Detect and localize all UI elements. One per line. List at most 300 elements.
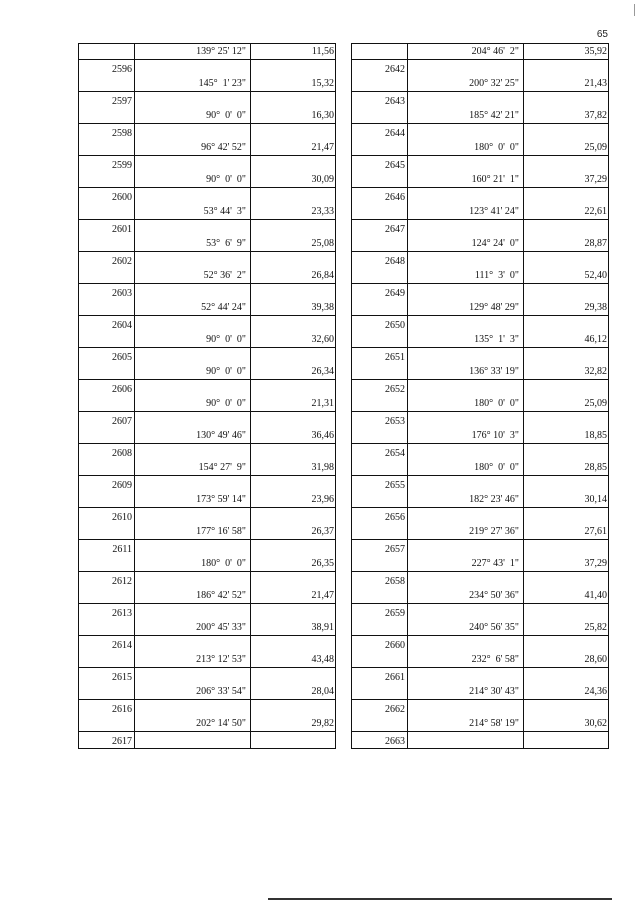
distance-cell: [524, 108, 608, 124]
point-id: 2617: [112, 736, 132, 747]
table-row: [79, 492, 335, 524]
point-id: 2616: [112, 704, 132, 715]
blank-cell: [135, 540, 251, 556]
distance-value: 43,48: [311, 654, 334, 665]
distance-cell: [524, 300, 608, 316]
angle-value: 52° 44' 24": [201, 302, 246, 313]
angle-value: 180° 0' 0": [474, 462, 519, 473]
angle-cell: [408, 460, 524, 476]
angle-cell: [135, 716, 251, 732]
angle-cell: [135, 364, 251, 380]
point-id: 2613: [112, 608, 132, 619]
table-row: [79, 652, 335, 684]
distance-value: 37,29: [584, 558, 607, 569]
distance-value: 25,82: [584, 622, 607, 633]
angle-value: 182° 23' 46": [469, 494, 519, 505]
angle-cell: [135, 684, 251, 700]
angle-cell: [408, 332, 524, 348]
distance-cell: [524, 492, 608, 508]
point-id: 2601: [112, 224, 132, 235]
point-id-cell: [79, 76, 135, 108]
distance-value: 26,37: [311, 526, 334, 537]
distance-value: 24,36: [584, 686, 607, 697]
angle-value: 214° 30' 43": [469, 686, 519, 697]
point-id: 2615: [112, 672, 132, 683]
point-id-cell: [79, 364, 135, 396]
blank-cell: [135, 92, 251, 108]
point-id: 2648: [385, 256, 405, 267]
point-id: 2602: [112, 256, 132, 267]
point-id-cell: [79, 492, 135, 524]
distance-value: 37,82: [584, 110, 607, 121]
blank-cell: [135, 124, 251, 140]
point-id-cell: [352, 492, 408, 524]
angle-value: 219° 27' 36": [469, 526, 519, 537]
table-row: [352, 428, 608, 460]
blank-cell: [408, 540, 524, 556]
point-id: 2651: [385, 352, 405, 363]
point-id-cell: [352, 588, 408, 620]
angle-value: 206° 33' 54": [196, 686, 246, 697]
blank-cell: [408, 572, 524, 588]
table-row: [79, 108, 335, 140]
point-id-cell: [79, 172, 135, 204]
distance-cell: [251, 268, 335, 284]
distance-cell: [251, 428, 335, 444]
table-row: [79, 300, 335, 332]
angle-cell: [135, 268, 251, 284]
distance-value: 28,87: [584, 238, 607, 249]
angle-value: 123° 41' 24": [469, 206, 519, 217]
table-row: [352, 556, 608, 588]
distance-cell: [524, 76, 608, 92]
angle-cell: [135, 588, 251, 604]
distance-value: 35,92: [584, 46, 607, 57]
table-row: [352, 652, 608, 684]
distance-cell: [251, 44, 335, 60]
distance-cell: [524, 396, 608, 412]
point-id-cell: [352, 396, 408, 428]
angle-cell: [408, 428, 524, 444]
blank-cell: [135, 188, 251, 204]
point-id-cell: [79, 108, 135, 140]
angle-cell: [135, 76, 251, 92]
point-id: 2599: [112, 160, 132, 171]
distance-cell: [251, 652, 335, 668]
table-row: [352, 204, 608, 236]
angle-value: 136° 33' 19": [469, 366, 519, 377]
point-id-cell: [79, 236, 135, 268]
angle-cell: [135, 108, 251, 124]
point-id-cell: [352, 108, 408, 140]
table-row: [79, 460, 335, 492]
distance-cell: [251, 172, 335, 188]
angle-value: 130° 49' 46": [196, 430, 246, 441]
distance-value: 26,34: [311, 366, 334, 377]
point-id: 2644: [385, 128, 405, 139]
angle-value: 185° 42' 21": [469, 110, 519, 121]
table-row: [79, 204, 335, 236]
table-row: [79, 684, 335, 716]
table-row: [352, 268, 608, 300]
point-id-cell: [352, 268, 408, 300]
table-row: [79, 556, 335, 588]
blank-cell: [408, 220, 524, 236]
distance-cell: [524, 524, 608, 540]
blank-cell: [135, 284, 251, 300]
table-row: [352, 396, 608, 428]
blank-cell: [408, 316, 524, 332]
blank-cell: [135, 412, 251, 428]
distance-cell: [251, 524, 335, 540]
blank-cell: [408, 476, 524, 492]
angle-cell: [408, 172, 524, 188]
point-id: 2611: [112, 544, 132, 555]
blank-cell: [408, 412, 524, 428]
blank-cell: [135, 156, 251, 172]
distance-cell: [251, 396, 335, 412]
distance-value: 28,60: [584, 654, 607, 665]
distance-cell: [251, 364, 335, 380]
point-id-cell: [79, 588, 135, 620]
distance-cell: [251, 684, 335, 700]
distance-value: 46,12: [584, 334, 607, 345]
distance-value: 41,40: [584, 590, 607, 601]
table-row: [79, 172, 335, 204]
table-row: [352, 236, 608, 268]
blank-cell: [135, 732, 251, 748]
point-id: 2610: [112, 512, 132, 523]
distance-cell: [251, 108, 335, 124]
angle-value: 200° 45' 33": [196, 622, 246, 633]
blank-cell: [135, 572, 251, 588]
distance-value: 28,04: [311, 686, 334, 697]
point-id: 2606: [112, 384, 132, 395]
point-id: 2642: [385, 64, 405, 75]
point-id: 2608: [112, 448, 132, 459]
coordinate-table-right: [351, 43, 609, 749]
distance-cell: [251, 556, 335, 572]
blank-cell: [408, 124, 524, 140]
point-id-cell: [79, 396, 135, 428]
distance-cell: [251, 300, 335, 316]
angle-cell: [135, 44, 251, 60]
table-row: [352, 140, 608, 172]
distance-value: 28,85: [584, 462, 607, 473]
point-id: 2645: [385, 160, 405, 171]
angle-value: 111° 3' 0": [474, 270, 519, 281]
distance-cell: [524, 44, 608, 60]
angle-value: 139° 25' 12": [196, 46, 246, 57]
distance-cell: [524, 460, 608, 476]
distance-cell: [251, 460, 335, 476]
angle-value: 53° 44' 3": [203, 206, 246, 217]
angle-cell: [408, 492, 524, 508]
table-row: [352, 716, 608, 748]
angle-value: 145° 1' 23": [198, 78, 246, 89]
table-row: [352, 588, 608, 620]
point-id-cell: [352, 620, 408, 652]
distance-value: 25,09: [584, 398, 607, 409]
angle-cell: [135, 332, 251, 348]
point-id-cell: [352, 684, 408, 716]
table-row: [352, 364, 608, 396]
point-id: 2663: [385, 736, 405, 747]
blank-cell: [135, 700, 251, 716]
distance-cell: [524, 140, 608, 156]
angle-value: 52° 36' 2": [203, 270, 246, 281]
distance-cell: [524, 364, 608, 380]
distance-cell: [251, 236, 335, 252]
table-row: [352, 524, 608, 556]
blank-cell: [408, 252, 524, 268]
angle-value: 234° 50' 36": [469, 590, 519, 601]
angle-value: 90° 0' 0": [206, 110, 246, 121]
distance-cell: [524, 556, 608, 572]
point-id: 2607: [112, 416, 132, 427]
distance-value: 38,91: [311, 622, 334, 633]
angle-cell: [135, 556, 251, 572]
distance-value: 25,09: [584, 142, 607, 153]
distance-cell: [251, 140, 335, 156]
angle-cell: [135, 428, 251, 444]
distance-value: 30,14: [584, 494, 607, 505]
angle-value: 53° 6' 9": [206, 238, 246, 249]
distance-cell: [524, 620, 608, 636]
point-id-cell: [352, 332, 408, 364]
blank-cell: [408, 92, 524, 108]
distance-value: 23,96: [311, 494, 334, 505]
distance-value: 23,33: [311, 206, 334, 217]
angle-value: 180° 0' 0": [201, 558, 246, 569]
table-row: [352, 460, 608, 492]
angle-cell: [408, 716, 524, 732]
blank-cell: [408, 700, 524, 716]
point-id: 2643: [385, 96, 405, 107]
blank-cell: [408, 732, 524, 748]
point-id: 2658: [385, 576, 405, 587]
point-id-cell: [79, 460, 135, 492]
angle-value: 213° 12' 53": [196, 654, 246, 665]
table-row: [79, 716, 335, 748]
point-id: 2646: [385, 192, 405, 203]
distance-cell: [251, 76, 335, 92]
table-row: [79, 524, 335, 556]
table-row: [352, 172, 608, 204]
angle-cell: [135, 300, 251, 316]
table-row: [352, 492, 608, 524]
distance-value: 36,46: [311, 430, 334, 441]
distance-value: 39,38: [311, 302, 334, 313]
blank-cell: [408, 380, 524, 396]
point-id: 2605: [112, 352, 132, 363]
distance-cell: [524, 428, 608, 444]
angle-cell: [408, 396, 524, 412]
distance-value: 21,47: [311, 590, 334, 601]
distance-value: 22,61: [584, 206, 607, 217]
point-id-cell: [79, 620, 135, 652]
point-id-cell: [352, 652, 408, 684]
point-id-cell: [79, 716, 135, 748]
point-id: 2661: [385, 672, 405, 683]
distance-cell: [524, 332, 608, 348]
table-row: [352, 684, 608, 716]
blank-cell: [135, 636, 251, 652]
angle-cell: [408, 268, 524, 284]
table-row: [79, 364, 335, 396]
angle-value: 202° 14' 50": [196, 718, 246, 729]
blank-cell: [408, 604, 524, 620]
point-id: 2656: [385, 512, 405, 523]
distance-cell: [524, 588, 608, 604]
angle-cell: [408, 588, 524, 604]
point-id: 2649: [385, 288, 405, 299]
blank-cell: [135, 604, 251, 620]
distance-value: 26,35: [311, 558, 334, 569]
distance-value: 30,62: [584, 718, 607, 729]
distance-value: 32,60: [311, 334, 334, 345]
point-id-cell: [352, 716, 408, 748]
angle-cell: [408, 204, 524, 220]
table-row: [352, 108, 608, 140]
distance-cell: [251, 716, 335, 732]
point-id: 2596: [112, 64, 132, 75]
point-id: 2653: [385, 416, 405, 427]
distance-value: 30,09: [311, 174, 334, 185]
point-id-cell: [352, 428, 408, 460]
point-id-cell: [79, 652, 135, 684]
angle-value: 200° 32' 25": [469, 78, 519, 89]
angle-value: 90° 0' 0": [206, 334, 246, 345]
table-row: [352, 620, 608, 652]
coordinate-table-left: [78, 43, 336, 749]
distance-cell: [524, 684, 608, 700]
point-id: 2614: [112, 640, 132, 651]
blank-cell: [408, 668, 524, 684]
point-id-cell: [79, 428, 135, 460]
angle-cell: [408, 300, 524, 316]
blank-cell: [135, 444, 251, 460]
point-id: 2647: [385, 224, 405, 235]
angle-value: 227° 43' 1": [471, 558, 519, 569]
distance-value: 26,84: [311, 270, 334, 281]
angle-cell: [135, 524, 251, 540]
point-id-cell: [79, 300, 135, 332]
angle-cell: [408, 684, 524, 700]
blank-cell: [135, 60, 251, 76]
angle-cell: [135, 204, 251, 220]
angle-value: 90° 0' 0": [206, 398, 246, 409]
point-id: 2603: [112, 288, 132, 299]
point-id: 2598: [112, 128, 132, 139]
footer-rule: [268, 898, 612, 900]
table-row: [79, 620, 335, 652]
angle-value: 90° 0' 0": [206, 366, 246, 377]
angle-cell: [408, 652, 524, 668]
distance-cell: [524, 652, 608, 668]
distance-value: 25,08: [311, 238, 334, 249]
distance-cell: [251, 332, 335, 348]
blank-cell: [408, 508, 524, 524]
distance-cell: [251, 492, 335, 508]
angle-value: 214° 58' 19": [469, 718, 519, 729]
angle-cell: [135, 396, 251, 412]
angle-cell: [135, 236, 251, 252]
angle-value: 177° 16' 58": [196, 526, 246, 537]
scan-edge-mark: [634, 4, 635, 16]
point-id: 2660: [385, 640, 405, 651]
angle-value: 232° 6' 58": [471, 654, 519, 665]
angle-value: 129° 48' 29": [469, 302, 519, 313]
blank-cell: [135, 220, 251, 236]
blank-cell: [408, 188, 524, 204]
point-id: 2600: [112, 192, 132, 203]
point-id: 2609: [112, 480, 132, 491]
point-id-cell: [79, 684, 135, 716]
point-id-cell: [352, 172, 408, 204]
distance-cell: [251, 620, 335, 636]
blank-cell: [135, 252, 251, 268]
distance-value: 52,40: [584, 270, 607, 281]
angle-value: 160° 21' 1": [471, 174, 519, 185]
angle-value: 173° 59' 14": [196, 494, 246, 505]
point-id: 2604: [112, 320, 132, 331]
blank-cell: [135, 476, 251, 492]
distance-value: 21,31: [311, 398, 334, 409]
angle-value: 135° 1' 3": [474, 334, 519, 345]
distance-value: 15,32: [311, 78, 334, 89]
angle-cell: [408, 556, 524, 572]
angle-cell: [135, 620, 251, 636]
distance-cell: [524, 716, 608, 732]
point-id-cell: [79, 204, 135, 236]
point-id-cell: [352, 460, 408, 492]
angle-value: 180° 0' 0": [474, 142, 519, 153]
point-id: 2597: [112, 96, 132, 107]
distance-value: 37,29: [584, 174, 607, 185]
table-row: [352, 300, 608, 332]
distance-value: 16,30: [311, 110, 334, 121]
point-id-cell: [79, 140, 135, 172]
point-id: 2659: [385, 608, 405, 619]
angle-cell: [135, 172, 251, 188]
blank-cell: [135, 380, 251, 396]
distance-value: 21,43: [584, 78, 607, 89]
distance-value: 31,98: [311, 462, 334, 473]
angle-value: 186° 42' 52": [196, 590, 246, 601]
angle-cell: [408, 364, 524, 380]
distance-cell: [524, 236, 608, 252]
angle-value: 240° 56' 35": [469, 622, 519, 633]
angle-value: 96° 42' 52": [201, 142, 246, 153]
distance-value: 21,47: [311, 142, 334, 153]
angle-cell: [408, 108, 524, 124]
angle-cell: [135, 492, 251, 508]
table-row: [79, 268, 335, 300]
angle-value: 176° 10' 3": [471, 430, 519, 441]
blank-cell: [408, 444, 524, 460]
point-id-cell: [352, 76, 408, 108]
point-id: 2655: [385, 480, 405, 491]
angle-cell: [135, 652, 251, 668]
angle-value: 154° 27' 9": [198, 462, 246, 473]
distance-value: 18,85: [584, 430, 607, 441]
point-id: 2662: [385, 704, 405, 715]
table-row: [352, 76, 608, 108]
table-row: [79, 140, 335, 172]
point-id-cell: [79, 524, 135, 556]
table-row: [352, 44, 608, 76]
